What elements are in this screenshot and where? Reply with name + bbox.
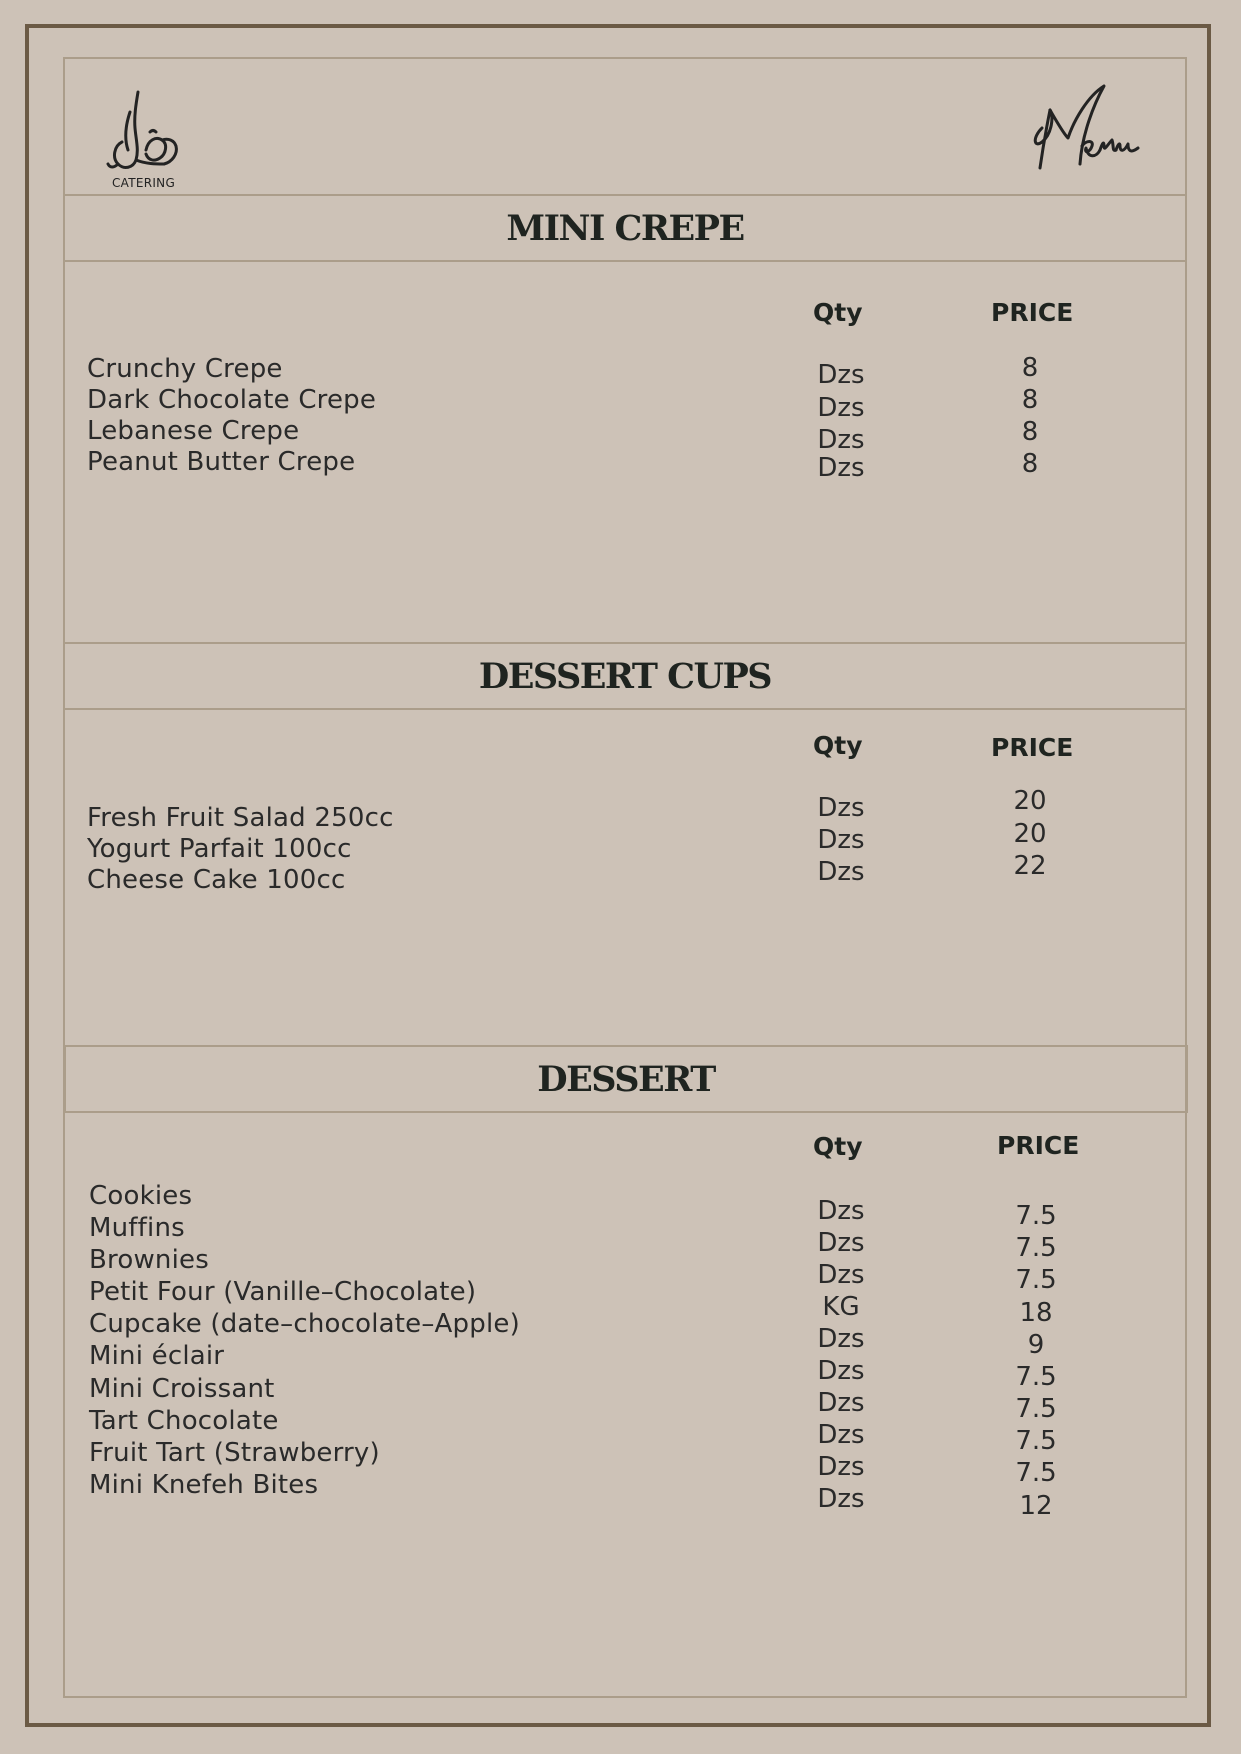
mini-crepe-price-list [1000, 353, 1060, 481]
price-value: 8 [1021, 353, 1039, 383]
price-value: 20 [1013, 819, 1047, 849]
dessert-cups-price-list [1000, 786, 1060, 883]
qty-value: Dzs [817, 1388, 865, 1418]
price-value: 7.5 [1015, 1426, 1057, 1456]
section-title: DESSERT CUPS [478, 656, 772, 697]
list-item: Crunchy Crepe [87, 354, 283, 384]
qty-value: Dzs [817, 425, 865, 455]
qty-value: Dzs [817, 1324, 865, 1354]
qty-value: Dzs [817, 857, 865, 887]
list-item: Yogurt Parfait 100cc [87, 834, 352, 864]
list-item: Lebanese Crepe [87, 416, 300, 446]
qty-value: Dzs [817, 360, 865, 390]
qty-value: Dzs [817, 393, 865, 423]
qty-value: Dzs [817, 825, 865, 855]
mini-crepe-qty-list [806, 360, 876, 483]
price-value: 22 [1013, 851, 1047, 881]
menu-script-icon [1030, 80, 1150, 180]
logo-caption: CATERING [111, 176, 176, 190]
list-item: Fresh Fruit Salad 250cc [87, 803, 394, 833]
qty-value: Dzs [817, 1228, 865, 1258]
price-value: 8 [1021, 385, 1039, 415]
dessert-cups-item-list [87, 803, 394, 896]
list-item: Cheese Cake 100cc [87, 865, 346, 895]
qty-value: Dzs [817, 1452, 865, 1482]
price-value: 7.5 [1015, 1458, 1057, 1488]
calligraphy-logo-icon [106, 90, 181, 175]
price-header: PRICE [991, 298, 1074, 327]
qty-header: Qty [813, 1132, 863, 1161]
price-header: PRICE [991, 733, 1074, 762]
price-value: 8 [1021, 449, 1039, 479]
price-value: 20 [1013, 786, 1047, 816]
mini-crepe-item-list [87, 354, 376, 478]
section-title: DESSERT [537, 1059, 715, 1100]
dessert-item-list [89, 1181, 520, 1502]
qty-value: KG [822, 1292, 860, 1322]
list-item: Cookies [89, 1181, 193, 1211]
dessert-qty-list [806, 1196, 876, 1516]
section-header-dessert-cups [63, 642, 1187, 710]
list-item: Cupcake (date–chocolate–Apple) [89, 1309, 520, 1339]
qty-value: Dzs [817, 1196, 865, 1226]
list-item: Dark Chocolate Crepe [87, 385, 377, 415]
qty-value: Dzs [817, 1260, 865, 1290]
qty-header: Qty [813, 731, 863, 760]
price-value: 7.5 [1015, 1201, 1057, 1231]
list-item: Brownies [89, 1245, 209, 1275]
list-item: Tart Chocolate [89, 1406, 279, 1436]
price-value: 7.5 [1015, 1362, 1057, 1392]
list-item: Muffins [89, 1213, 185, 1243]
price-value: 18 [1019, 1298, 1053, 1328]
price-value: 7.5 [1015, 1394, 1057, 1424]
list-item: Mini Croissant [89, 1374, 275, 1404]
dessert-cups-qty-list [806, 793, 876, 889]
list-item: Peanut Butter Crepe [87, 447, 356, 477]
price-value: 9 [1027, 1330, 1045, 1360]
qty-header: Qty [813, 298, 863, 327]
price-value: 8 [1021, 417, 1039, 447]
section-header-dessert [64, 1045, 1188, 1113]
price-header: PRICE [997, 1131, 1080, 1160]
qty-value: Dzs [817, 793, 865, 823]
section-title: MINI CREPE [506, 208, 744, 249]
catering-logo [106, 90, 181, 190]
list-item: Petit Four (Vanille–Chocolate) [89, 1277, 477, 1307]
qty-value: Dzs [817, 1484, 865, 1514]
price-value: 7.5 [1015, 1265, 1057, 1295]
list-item: Mini éclair [89, 1341, 225, 1371]
list-item: Mini Knefeh Bites [89, 1470, 319, 1500]
qty-value: Dzs [817, 1356, 865, 1386]
qty-value: Dzs [817, 1420, 865, 1450]
price-value: 7.5 [1015, 1233, 1057, 1263]
qty-value: Dzs [817, 453, 865, 483]
list-item: Fruit Tart (Strawberry) [89, 1438, 380, 1468]
section-header-mini-crepe [63, 194, 1187, 262]
price-value: 12 [1019, 1491, 1053, 1521]
dessert-price-list [1006, 1201, 1066, 1523]
menu-heading [1030, 80, 1150, 184]
